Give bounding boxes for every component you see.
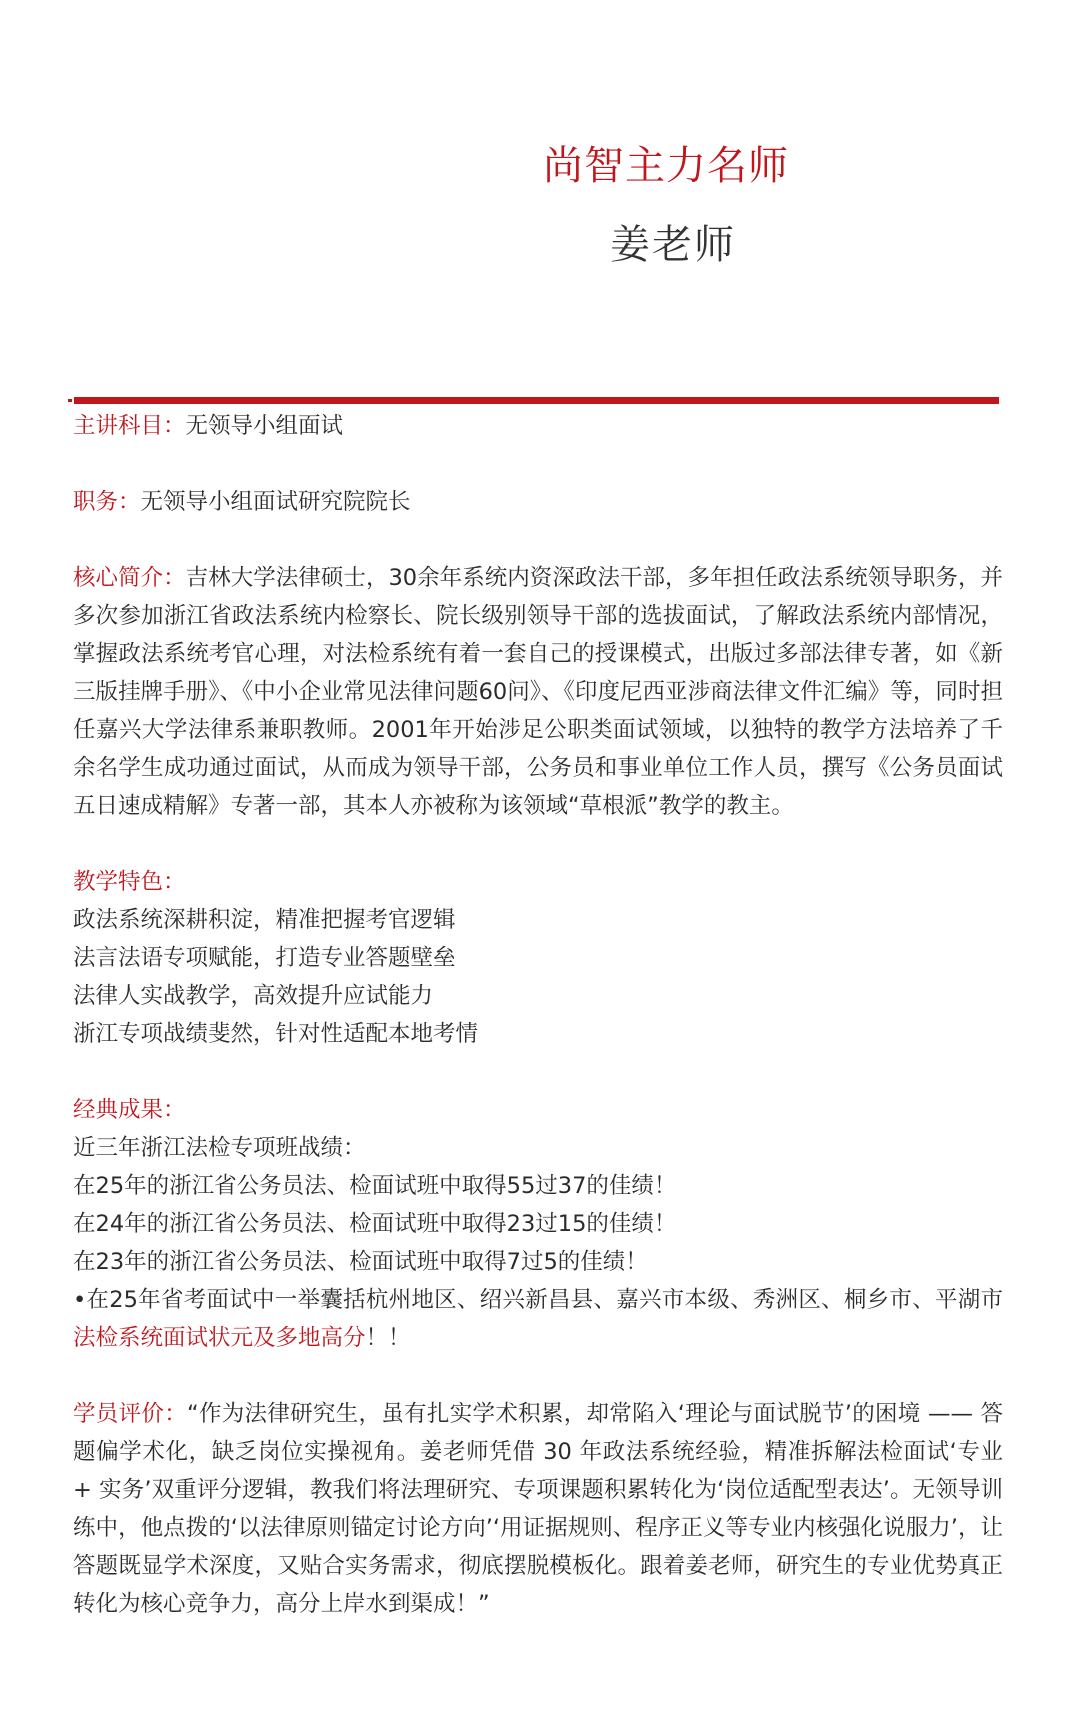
intro-label: 核心简介： (73, 565, 186, 591)
achievement-bullet (73, 1281, 1003, 1357)
achievement-bullet-end: ！！ (365, 1325, 411, 1351)
achievement-bullet-text: •在25年省考面试中一举囊括杭州地区、绍兴新昌县、嘉兴市本级、秀洲区、桐乡市、平湖市 (73, 1287, 1003, 1313)
achievement-item: 在23年的浙江省公务员法、检面试班中取得7过5的佳绩！ (73, 1249, 648, 1275)
position-value: 无领导小组面试研究院院长 (140, 489, 411, 515)
achievements-section (73, 1091, 1003, 1357)
header-divider (68, 397, 999, 404)
subject-section (73, 407, 1003, 445)
achievement-item: 在24年的浙江省公务员法、检面试班中取得23过15的佳绩！ (73, 1211, 677, 1237)
intro-text: 吉林大学法律硕士，30余年系统内资深政法干部，多年担任政法系统领导职务，并多次参加浙江省政法系统内检察长、院长级别领导干部的选拔面试，了解政法系统内部情况，掌握政法系统考官心理，对法检系统有着一套自己的授课模式，出版过多部法律专著，如《新三版挂牌手册》、《中小企业常见法律问题60问》、《印度尼西亚涉商法律文件汇编》等，同时担任嘉兴大学法律系兼职教师。2001年开始涉足公职类面试领域，以独特的教学方法培养了千余名学生成功通过面试，从而成为领导干部，公务员和事业单位工作人员，撰写《公务员面试五日速成精解》专著一部，其本人亦被称为该领域“草根派”教学的教主。 (73, 565, 1003, 819)
feature-item: 法言法语专项赋能，打造专业答题壁垒 (73, 945, 456, 971)
achievement-item: 近三年浙江法检专项班战绩： (73, 1135, 366, 1161)
achievement-highlight: 法检系统面试状元及多地高分 (73, 1325, 366, 1351)
divider-line (74, 397, 999, 404)
review-text: “作为法律研究生，虽有扎实学术积累，却常陷入‘理论与面试脱节’的困境 —— 答题偏学术化，缺乏岗位实操视角。姜老师凭借 30 年政法系统经验，精准拆解法检面试‘专业 + 实务’双重评分逻辑，教我们将法理研究、专项课题积累转化为‘岗位适配型表达’。无领导训练中，他点拨的‘以法律原则锚定讨论方向’‘用证据规则、程序正义等专业内核强化说服力’，让答题既显学术深度，又贴合实务需求，彻底摆脱模板化。跟着姜老师，研究生的专业优势真正转化为核心竞争力，高分上岸水到渠成！” (73, 1401, 1003, 1617)
page-header (0, 0, 1080, 410)
review-section (73, 1395, 1003, 1623)
intro-section (73, 559, 1003, 825)
review-label: 学员评价： (73, 1401, 187, 1427)
subject-value: 无领导小组面试 (185, 413, 344, 439)
position-label: 职务： (73, 489, 141, 515)
position-section (73, 483, 1003, 521)
features-label: 教学特色： (73, 869, 186, 895)
feature-item: 法律人实战教学，高效提升应试能力 (73, 983, 434, 1009)
profile-content (73, 407, 1003, 1661)
achievements-label: 经典成果： (73, 1097, 186, 1123)
feature-item: 政法系统深耕积淀，精准把握考官逻辑 (73, 907, 456, 933)
features-section (73, 863, 1003, 1053)
brand-title: 尚智主力名师 (543, 143, 789, 189)
divider-dot (68, 399, 72, 402)
subject-label: 主讲科目： (73, 413, 186, 439)
feature-item: 浙江专项战绩斐然，针对性适配本地考情 (73, 1021, 479, 1047)
teacher-name: 姜老师 (610, 222, 736, 268)
achievement-item: 在25年的浙江省公务员法、检面试班中取得55过37的佳绩！ (73, 1173, 677, 1199)
